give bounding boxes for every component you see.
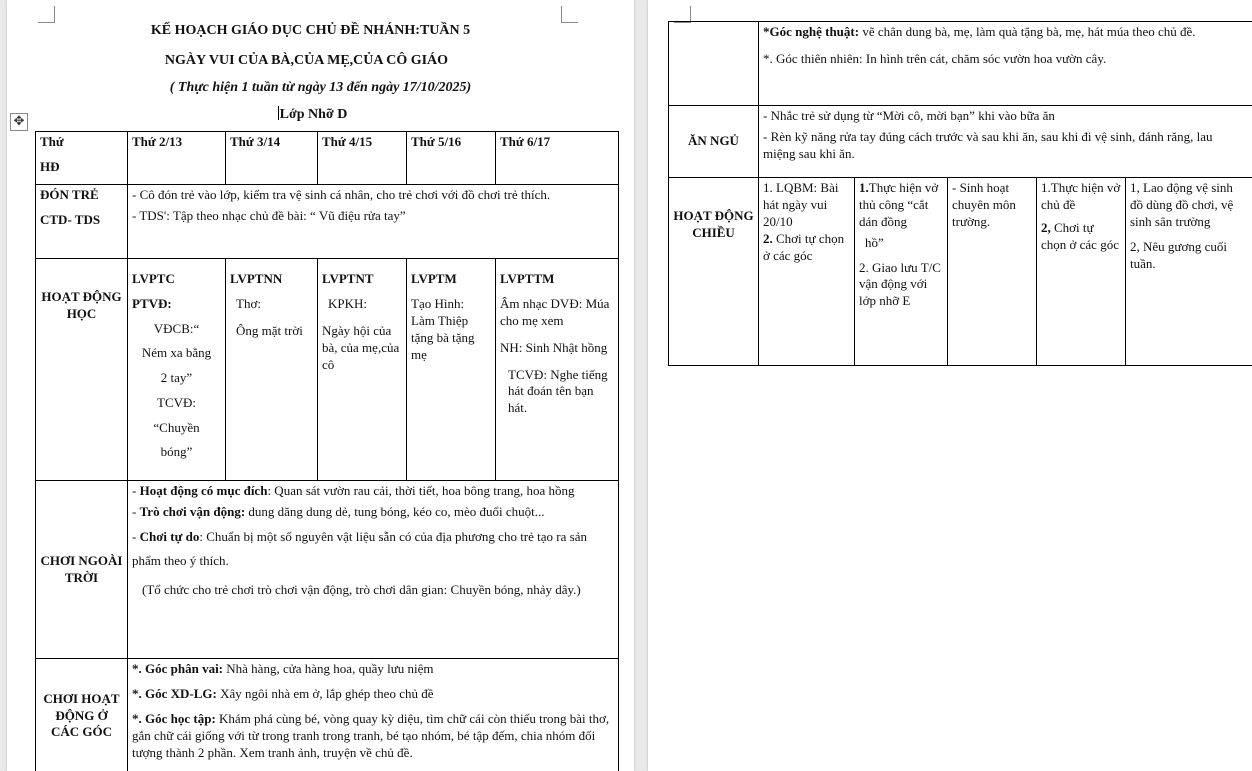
plan-title: KẾ HOẠCH GIÁO DỤC CHỦ ĐỀ NHÁNH:TUẦN 5 — [150, 23, 471, 38]
choi-ngoai-troi-content — [128, 481, 619, 659]
don-tre-line-2: - TDS': Tập theo nhạc chủ đề bài: “ Vũ điệu rửa tay” — [132, 207, 406, 223]
class-name — [7, 106, 626, 123]
cnt-l2-prefix: - — [132, 503, 140, 519]
hdh-d1-body — [132, 317, 221, 465]
don-tre-line-1: - Cô đón trẻ vào lớp, kiểm tra vệ sinh cá nhân, cho trẻ chơi với đồ chơi trẻ thích. — [132, 187, 551, 202]
hdh-d5-area: LVPTTM — [500, 271, 555, 286]
hdc-day-1 — [759, 178, 855, 366]
document-page-right — [648, 0, 1252, 771]
hdc-d4-b-rest: Chơi tự chọn ở các góc — [1041, 219, 1119, 252]
hdh-d1-a: PTVĐ: — [132, 295, 172, 311]
goc-l1-bold: *. Góc phân vai: — [132, 661, 224, 676]
hdh-d5-b: NH: Sinh Nhật hồng — [500, 339, 608, 355]
hdc-day-3 — [948, 178, 1037, 366]
table-row-don-tre — [36, 185, 619, 259]
header-day-4: Thứ 5/16 — [407, 132, 496, 185]
hdh-d1-f: “Chuyền — [153, 419, 200, 435]
cnt-l3-bold: Chơi tự do — [139, 528, 200, 544]
label-hoat-dong-hoc: HOẠT ĐỘNG HỌC — [36, 259, 128, 481]
table-row-header — [36, 132, 619, 185]
hdh-d4-area: LVPTM — [411, 271, 457, 286]
don-tre-content — [128, 185, 619, 259]
hdh-d5-a: Âm nhạc DVĐ: Múa cho mẹ xem — [500, 295, 610, 328]
cnt-l1-bold: Hoạt động có mục đích — [139, 483, 268, 498]
hdh-d1-area: LVPTC — [132, 271, 175, 286]
header-day-1: Thứ 2/13 — [128, 132, 226, 185]
cnt-l3-rest: : Chuẩn bị một số nguyên vật liệu sẵn có của địa phương cho trẻ tạo ra sản phẩm theo ý thích. — [132, 528, 587, 569]
goc-cont-l1-bold: *Góc nghệ thuật: — [763, 24, 860, 39]
class-name-text: Lớp Nhỡ D — [279, 107, 348, 122]
hdh-d1-e: TCVĐ: — [157, 394, 196, 410]
label-don-tre-b: CTD- TDS — [40, 211, 101, 227]
cnt-l2-rest: dung dăng dung dẻ, tung bóng, kéo co, mèo đuổi chuột... — [245, 503, 545, 519]
table-row-goc-cont — [669, 22, 1252, 106]
crop-mark-top-right — [561, 6, 578, 23]
hdc-d5-a: 1, Lao động vệ sinh đồ dùng đồ chơi, vệ sinh sân trường — [1130, 180, 1234, 229]
cnt-line-2 — [132, 504, 614, 521]
hdh-day-5 — [496, 259, 619, 481]
cnt-l1-prefix: - — [132, 483, 140, 498]
header-hd: HĐ — [40, 158, 60, 174]
label-choi-hoat-dong-goc: CHƠI HOẠT ĐỘNG Ở CÁC GÓC — [36, 659, 128, 771]
goc-l2-rest: Xây ngôi nhà em ở, lắp ghép theo chủ đề — [216, 685, 434, 701]
goc-l2-bold: *. Góc XD-LG: — [132, 685, 217, 701]
hdc-d3-a: - Sinh hoạt chuyên môn trường. — [952, 180, 1016, 229]
table-move-handle-icon[interactable]: ✥ — [10, 113, 28, 131]
cnt-line-1 — [132, 483, 614, 500]
goc-l1-rest: Nhà hàng, cửa hàng hoa, quầy lưu niệm — [223, 661, 434, 676]
hdh-d5-c: TCVĐ: Nghe tiếng hát đoán tên bạn hát. — [508, 366, 608, 416]
an-ngu-content — [759, 106, 1252, 178]
document-page-left — [7, 0, 634, 771]
hdc-d5-b: 2, Nêu gương cuối tuần. — [1130, 238, 1227, 271]
hdc-day-5 — [1126, 178, 1252, 366]
label-hoat-dong-chieu: HOẠT ĐỘNG CHIỀU — [669, 178, 759, 366]
hdc-d1-b — [763, 231, 850, 265]
goc-cont-content — [759, 22, 1252, 106]
goc-l3-rest: Khám phá cùng bé, vòng quay kỳ diệu, tìm chữ cái còn thiếu trong bài thơ, gắn chữ cái giống với từ trong tranh trong tranh, bé tạo nhóm, bé tập đếm, chia nhóm đối tượng thành 2 phần. Xem tranh ảnh, truyện về chủ đề. — [132, 710, 610, 760]
hdc-d4-b — [1041, 220, 1121, 254]
header-day-5: Thứ 6/17 — [496, 132, 619, 185]
goc-line-1 — [132, 661, 614, 678]
hdh-d1-b: VĐCB:“ — [153, 320, 200, 336]
hdh-d2-area: LVPTNN — [230, 271, 283, 286]
hdc-d2-a-rest: Thực hiện vở thủ công “cắt dán đồng — [859, 180, 939, 229]
hdh-d1-d: 2 tay” — [160, 370, 193, 386]
hdh-d2-a: Thơ: — [236, 295, 261, 311]
choi-goc-content — [128, 659, 619, 771]
hdh-d3-a: KPKH: — [328, 295, 368, 311]
crop-mark-top-left — [38, 6, 55, 23]
hdc-day-4 — [1037, 178, 1126, 366]
goc-cont-line-1 — [763, 24, 1248, 41]
hdc-d4-b-num: 2, — [1041, 219, 1051, 235]
hdh-day-2 — [226, 259, 318, 481]
table-row-hoat-dong-hoc — [36, 259, 619, 481]
label-don-tre-a: ĐÓN TRẺ — [40, 187, 99, 202]
goc-line-3 — [132, 711, 614, 762]
hdc-d1-b-rest: Chơi tự chọn ở các góc — [763, 230, 845, 263]
weekly-plan-table — [35, 131, 619, 771]
hdh-d3-b: Ngày hội của bà, của mẹ,của cô — [322, 322, 400, 372]
cnt-l3-prefix: - — [132, 528, 140, 544]
plan-dates: ( Thực hiện 1 tuần từ ngày 13 đến ngày 17/10/2025) — [169, 80, 472, 95]
table-row-choi-ngoai-troi — [36, 481, 619, 659]
hdc-d2-a — [859, 180, 943, 231]
hdc-d2-a-num: 1. — [859, 180, 869, 195]
text-cursor — [278, 106, 279, 120]
cnt-l1-rest: : Quan sát vườn rau cải, thời tiết, hoa bông trang, hoa hồng — [267, 483, 575, 498]
header-cell-thu-hd — [36, 132, 128, 185]
table-row-an-ngu — [669, 106, 1252, 178]
an-ngu-line-1: - Nhắc trẻ sử dụng từ “Mời cô, mời bạn” khi vào bữa ăn — [763, 108, 1055, 123]
hdh-day-1 — [128, 259, 226, 481]
hdc-d2-b: 2. Giao lưu T/C vận động với lớp nhỡ E — [859, 259, 941, 309]
hdc-d4-a: 1.Thực hiện vở chủ đề — [1041, 180, 1121, 212]
cnt-l2-bold: Trò chơi vận động: — [139, 503, 246, 519]
header-day-2: Thứ 3/14 — [226, 132, 318, 185]
hdh-d2-b: Ông mặt trời — [236, 322, 303, 338]
header-day-3: Thứ 4/15 — [318, 132, 407, 185]
hdc-day-2 — [855, 178, 948, 366]
hdh-day-4 — [407, 259, 496, 481]
label-an-ngu: ĂN NGỦ — [669, 106, 759, 178]
hdc-d1-a: 1. LQBM: Bài hát ngày vui 20/10 — [763, 180, 839, 229]
goc-cont-line-2: *. Góc thiên nhiên: In hình trên cát, chăm sóc vườn hoa vườn cây. — [763, 50, 1107, 66]
cnt-line-3 — [132, 525, 614, 574]
hdh-d1-g: bóng” — [160, 444, 193, 460]
hdc-d2-a2: hồ” — [865, 234, 884, 250]
goc-line-2 — [132, 686, 614, 703]
an-ngu-line-2: - Rèn kỹ năng rửa tay đúng cách trước và sau khi ăn, sau khi đi vệ sinh, đánh răng, lau miệng sau khi ăn. — [763, 128, 1213, 161]
goc-l3-bold: *. Góc học tập: — [132, 710, 216, 726]
label-choi-ngoai-troi: CHƠI NGOÀI TRỜI — [36, 481, 128, 659]
cnt-line-4: (Tổ chức cho trẻ chơi trò chơi vận động, trò chơi dân gian: Chuyền bóng, nhảy dây.) — [142, 582, 581, 598]
hdh-d3-area: LVPTNT — [322, 271, 374, 286]
hdh-d4-a: Tạo Hình: Làm Thiệp tặng bà tặng mẹ — [411, 295, 475, 362]
label-don-tre — [36, 185, 128, 259]
weekly-plan-table-continued — [668, 21, 1252, 366]
table-row-hoat-dong-chieu — [669, 178, 1252, 366]
hdh-d1-c: Ném xa bằng — [141, 345, 212, 361]
table-row-choi-hoat-dong-goc — [36, 659, 619, 771]
header-thu: Thứ — [40, 134, 64, 149]
hdh-day-3 — [318, 259, 407, 481]
plan-subtitle: NGÀY VUI CỦA BÀ,CỦA MẸ,CỦA CÔ GIÁO — [164, 53, 449, 68]
label-goc-cont — [669, 22, 759, 106]
hdc-d1-b-num: 2. — [763, 230, 773, 246]
goc-cont-l1-rest: vẽ chân dung bà, mẹ, làm quà tặng bà, mẹ, hát múa theo chủ đề. — [859, 24, 1196, 39]
